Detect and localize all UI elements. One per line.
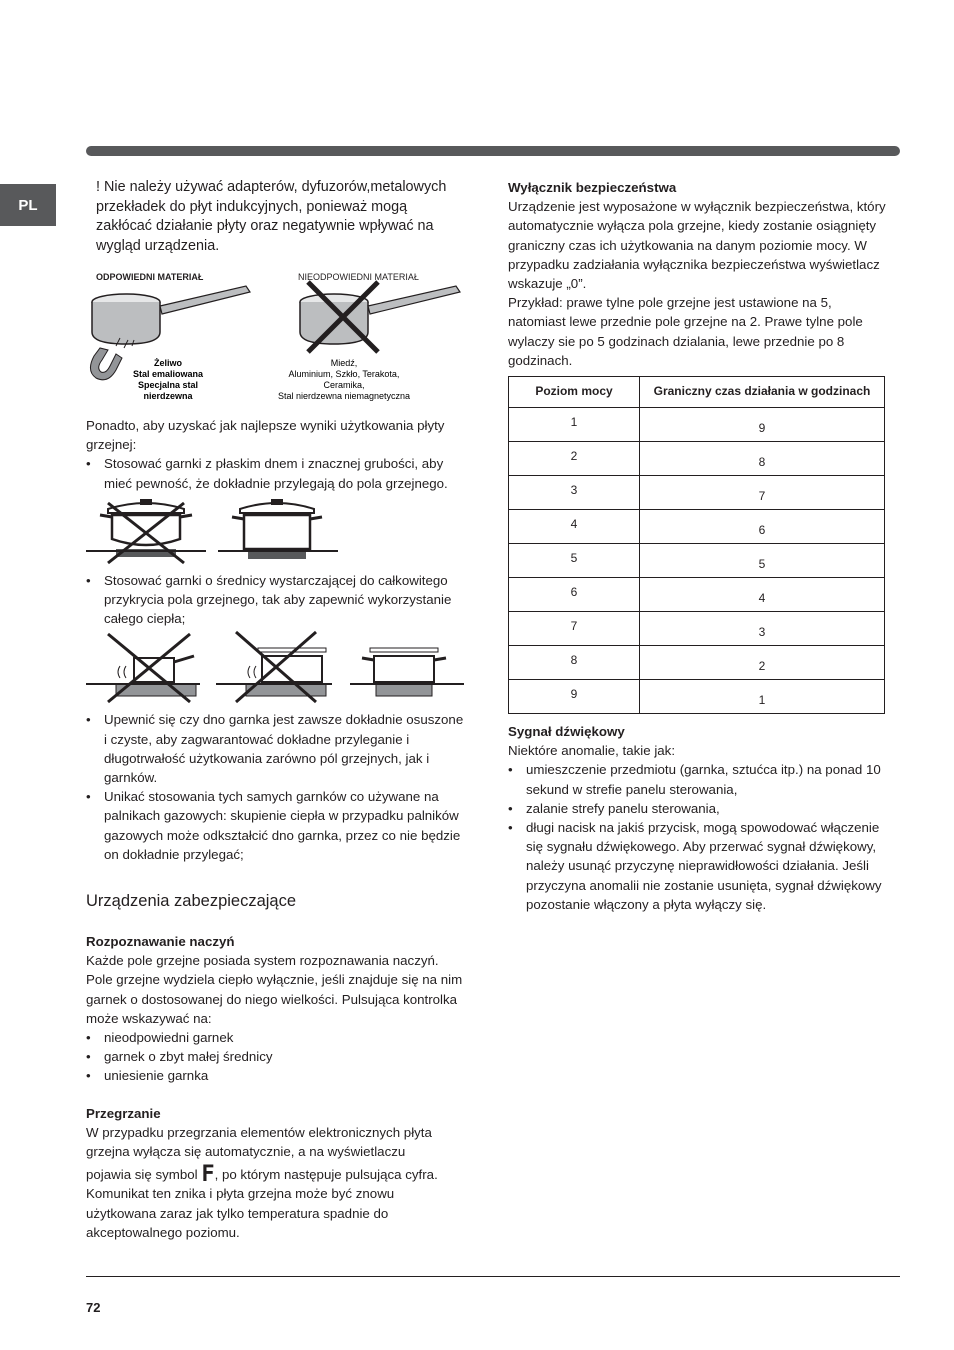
time-limit-cell: 2 [640, 646, 885, 680]
power-level-cell: 8 [509, 646, 640, 680]
overheat-text-1: W przypadku przegrzania elementów elektronicznych płyta grzejna wyłącza się automatycznie, a na wyświetlaczu [86, 1124, 432, 1160]
footer-line [86, 1276, 900, 1277]
suitable-item-4: nierdzewna [143, 391, 193, 401]
unsuitable-item-2: Aluminium, Szkło, Terakota, [288, 369, 400, 379]
overheat-text-2b: , po którym następuje pulsująca cyfra. Komunikat ten znika i płyta grzejna może być znowu użytkowana zaraz jak tylko temperatura spadnie do akceptowalnego poziomu. [86, 1167, 438, 1240]
power-level-cell: 2 [509, 442, 640, 476]
list-item: • nieodpowiedni garnek [86, 1028, 466, 1047]
table-row [509, 544, 885, 578]
time-limit-cell: 5 [640, 544, 885, 578]
power-level-cell: 6 [509, 578, 640, 612]
intro-text: Ponadto, aby uzyskać jak najlepsze wyniki użytkowania płyty grzejnej: [86, 418, 445, 453]
table-row [509, 612, 885, 646]
table-row [509, 646, 885, 680]
time-limit-cell: 1 [640, 680, 885, 714]
bullet-list-1 [86, 454, 466, 492]
f-symbol: F [201, 1162, 215, 1188]
time-limit-cell: 3 [640, 612, 885, 646]
power-level-cell: 7 [509, 612, 640, 646]
list-item: • zalanie strefy panelu sterowania, [508, 799, 888, 818]
header-bar [86, 146, 900, 156]
list-item: • Unikać stosowania tych samych garnków co używane na palnikach gazowych: skupienie ciepła w przypadku palników gazowych może odkształcić dno garnka, przez co nie będzie on dokładnie przylegać; [86, 787, 466, 864]
unsuitable-pot-icon [300, 282, 460, 352]
suitable-title: ODPOWIEDNI MATERIAŁ [96, 272, 204, 282]
warning-text: ! Nie należy używać adapterów, dyfuzorów,metalowych przekładek do płyt indukcyjnych, ponieważ mogą zakłócać działanie płyty oraz negatywnie wpływać na wygląd urządzenia. [96, 179, 447, 254]
power-level-cell: 3 [509, 476, 640, 510]
language-tab: PL [0, 184, 56, 226]
time-limit-cell: 6 [640, 510, 885, 544]
table-row [509, 476, 885, 510]
unsuitable-title: NIEODPOWIEDNI MATERIAŁ [298, 272, 419, 282]
material-diagram [86, 266, 466, 416]
power-level-cell: 5 [509, 544, 640, 578]
table-row [509, 510, 885, 544]
overheat-title: Przegrzanie [86, 1105, 161, 1121]
table-header-level: Poziom mocy [509, 377, 640, 408]
safety-text: Urządzenie jest wyposażone w wyłącznik bezpieczeństwa, który automatycznie wyłącza pola grzejne, kiedy zostanie osiągnięty graniczny czas ich użytkowania na danym poziomie mocy. W przypadku zadziałania wyłącznika bezpieczeństwa wyświetlacz wskazuje „0”. [508, 199, 886, 292]
flat-bottom-diagram [86, 493, 466, 565]
deformed-pot-icon [86, 499, 206, 563]
example-text: Przykład: prawe tylne pole grzejne jest ustawione na 5, natomiast lewe przednie pole grzejne na 2. Prawe tylne pole wylaczy sie po 5 godzinach dzialania, lewe przednie po 8 godzinach. [508, 295, 863, 368]
left-column [86, 178, 466, 864]
bullet-list-3 [86, 710, 466, 864]
overheat-text-2a: pojawia się symbol [86, 1167, 198, 1183]
list-item: • umieszczenie przedmiotu (garnka, sztućca itp.) na ponad 10 sekund w strefie panelu sterowania, [508, 760, 888, 798]
table-header-time: Graniczny czas działania w godzinach [640, 377, 885, 408]
time-limit-cell: 9 [640, 408, 885, 442]
beep-intro: Niektóre anomalie, takie jak: [508, 743, 676, 759]
list-item: • Upewnić się czy dno garnka jest zawsze dokładnie osuszone i czyste, aby zagwarantować dokładne przyleganie i długotrwałość użytkowania zarówno pól grzejnych, jak i garnków. [86, 710, 466, 787]
pot-size-diagram [86, 628, 466, 704]
medium-pot-icon [216, 632, 332, 702]
right-column [508, 178, 888, 914]
bullet-list-2 [86, 571, 466, 629]
unsuitable-item-1: Miedź, [330, 358, 358, 368]
time-limit-cell: 7 [640, 476, 885, 510]
unsuitable-item-3: Ceramika, [323, 380, 365, 390]
suitable-pot-icon [92, 286, 250, 344]
time-limit-cell: 4 [640, 578, 885, 612]
unsuitable-item-4: Stal nierdzewna niemagnetyczna [277, 391, 411, 401]
time-limit-cell: 8 [640, 442, 885, 476]
power-level-cell: 4 [509, 510, 640, 544]
beep-title: Sygnał dźwiękowy [508, 724, 625, 740]
pan-detect-list [86, 1028, 466, 1086]
flat-pot-icon [218, 499, 338, 559]
small-pot-icon [86, 634, 200, 702]
beep-list [508, 760, 888, 914]
suitable-item-1: Żeliwo [153, 358, 183, 368]
list-item: • garnek o zbyt małej średnicy [86, 1047, 466, 1066]
list-item: • uniesienie garnka [86, 1066, 466, 1085]
table-body [509, 408, 885, 714]
safety-title: Wyłącznik bezpieczeństwa [508, 180, 677, 195]
table-row [509, 408, 885, 442]
pan-detect-text: Każde pole grzejne posiada system rozpoznawania naczyń. Pole grzejne wydziela ciepło wyłącznie, jeśli znajduje się na nim garnek o dostosowanej do niego wielkości. Pulsująca kontrolka może wskazywać na: [86, 953, 463, 1026]
page-number: 72 [86, 1300, 101, 1315]
list-item: • Stosować garnki z płaskim dnem i znacznej grubości, aby mieć pewność, że dokładnie przylegają do pola grzejnego. [86, 454, 466, 492]
table-row [509, 442, 885, 476]
suitable-item-3: Specjalna stal [137, 380, 199, 390]
section-title: Urządzenia zabezpieczające [86, 892, 297, 910]
overheat-text-2 [86, 1162, 466, 1242]
correct-pot-icon [350, 648, 464, 696]
table-row [509, 680, 885, 714]
power-level-cell: 1 [509, 408, 640, 442]
pan-detect-title: Rozpoznawanie naczyń [86, 934, 235, 949]
power-level-cell: 9 [509, 680, 640, 714]
suitable-item-2: Stal emaliowana [132, 369, 204, 379]
list-item: • Stosować garnki o średnicy wystarczającej do całkowitego przykrycia pola grzejnego, tak aby zapewnić wykorzystanie całego ciepła; [86, 571, 466, 629]
list-item: • długi nacisk na jakiś przycisk, mogą spowodować włączenie się sygnału dźwiękowego. Aby przerwać sygnał dźwiękowy, należy usunąć przyczynę nieprawidłowości działania. Jeśli przyczyna anomalii nie zostanie usunięta, sygnał dźwiękowy pozostanie włączony a płyta wyłączy się. [508, 818, 888, 914]
power-level-table [508, 376, 885, 714]
table-row [509, 578, 885, 612]
safety-devices [86, 932, 466, 1242]
